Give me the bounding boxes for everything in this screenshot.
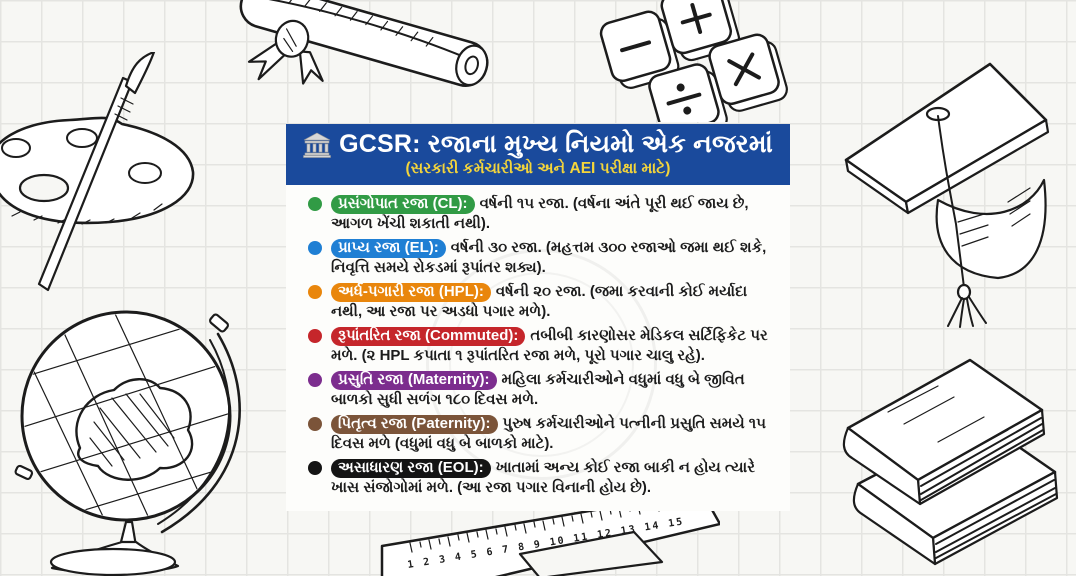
bullet-dot: [308, 329, 322, 343]
bullet-dot: [308, 417, 322, 431]
leave-desc: મહિલા કર્મચારીઓને વધુમાં વધુ બે જીવિત બાળકો સુધી સળંગ ૧૮૦ દિવસ મળે.: [331, 371, 745, 408]
list-item-el: [308, 238, 780, 278]
list-item-cl: [308, 194, 780, 234]
globe-doodle: [8, 298, 246, 576]
diploma-scroll-doodle: [222, 0, 514, 128]
bullet-dot: [308, 241, 322, 255]
leave-desc: તબીબી કારણોસર મેડિકલ સર્ટિફિકેટ પર મળે. (૨ HPL કપાતા ૧ રૂપાંતરિત રજા મળે, પૂરો પગાર ચાલુ રહે).: [331, 327, 768, 364]
leave-type-pill: અસાધારણ રજા (EOL):: [331, 459, 491, 478]
calculator-tiles-doodle: [596, 0, 810, 122]
leave-type-pill: પ્રાપ્ય રજા (EL):: [331, 239, 446, 258]
list-item-eol: [308, 458, 780, 498]
leave-type-pill: પ્રસંગોપાત રજા (CL):: [331, 195, 475, 214]
leave-type-pill: રૂપાંતરિત રજા (Commuted):: [331, 327, 525, 346]
leave-desc: વર્ષની ૨૦ રજા. (જમા કરવાની કોઈ મર્યાદા નથી, આ રજા પર અડધો પગાર મળે).: [331, 283, 748, 320]
list-item-paternity: [308, 414, 780, 454]
bullet-dot: [308, 197, 322, 211]
books-doodle: [818, 332, 1070, 576]
bank-building-icon: [303, 132, 331, 158]
leave-desc: વર્ષની ૧૫ રજા. (વર્ષના અંતે પૂરી થઈ જાય છે, આગળ ખેંચી શકાતી નથી).: [331, 195, 749, 232]
leave-type-pill: પિતૃત્વ રજા (Paternity):: [331, 415, 498, 434]
leave-desc: ખાતામાં અન્ય કોઈ રજા બાકી ન હોય ત્યારે ખાસ સંજોગોમાં મળે. (આ રજા પગાર વિનાની હોય છે).: [331, 459, 755, 496]
leave-desc: પુરુષ કર્મચારીઓને પત્નીની પ્રસુતિ સમયે ૧૫ દિવસ મળે (વધુમાં વધુ બે બાળકો માટે).: [331, 415, 766, 452]
leave-rules-list: [286, 185, 790, 511]
bullet-dot: [308, 285, 322, 299]
leave-type-pill: પ્રસુતિ રજા (Maternity):: [331, 371, 497, 390]
bullet-dot: [308, 461, 322, 475]
paint-palette-doodle: [0, 52, 210, 304]
graduation-cap-doodle: [838, 52, 1054, 328]
bullet-dot: [308, 373, 322, 387]
panel-subtitle: (સરકારી કર્મચારીઓ અને AEI પરીક્ષા માટે): [405, 160, 671, 177]
panel-title: GCSR: રજાના મુખ્ય નિયમો એક નજરમાં: [339, 130, 773, 158]
ruler-numbers: 1 2 3 4 5 6 7 8 9 10 11 12 13 14 15: [406, 516, 684, 571]
content-panel: [286, 124, 790, 511]
panel-header: [286, 124, 790, 185]
list-item-maternity: [308, 370, 780, 410]
list-item-commuted: [308, 326, 780, 366]
leave-type-pill: અર્ધ-પગારી રજા (HPL):: [331, 283, 491, 302]
leave-desc: વર્ષની ૩૦ રજા. (મહત્તમ ૩૦૦ રજાઓ જમા થઈ શકે, નિવૃત્તિ સમયે રોકડમાં રૂપાંતર શક્ય).: [331, 239, 767, 276]
list-item-hpl: [308, 282, 780, 322]
